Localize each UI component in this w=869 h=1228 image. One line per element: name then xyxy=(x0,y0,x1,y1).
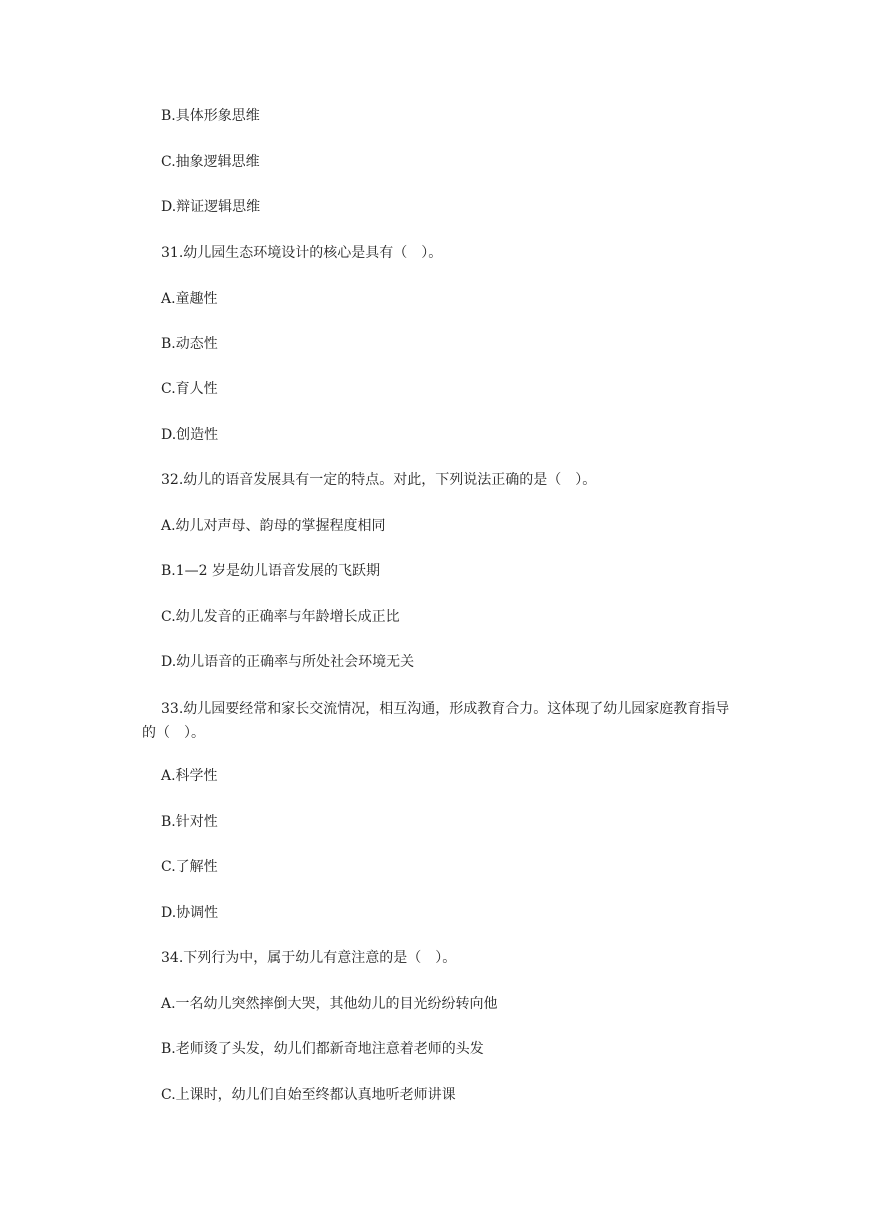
option-d-q31: D.创造性 xyxy=(161,427,219,443)
option-d-q30: D.辩证逻辑思维 xyxy=(161,199,261,215)
option-d-q33: D.协调性 xyxy=(161,905,219,921)
question-31: 31.幼儿园生态环境设计的核心是具有（ ）。 xyxy=(161,245,443,261)
option-b-q32: B.1—2 岁是幼儿语音发展的飞跃期 xyxy=(161,563,381,579)
option-a-q31: A.童趣性 xyxy=(161,291,218,307)
option-b-q31: B.动态性 xyxy=(161,336,218,352)
question-32: 32.幼儿的语音发展具有一定的特点。对此，下列说法正确的是（ ）。 xyxy=(161,472,597,488)
option-a-q33: A.科学性 xyxy=(161,768,218,784)
option-c-q34: C.上课时，幼儿们自始至终都认真地听老师讲课 xyxy=(161,1087,456,1103)
option-b-q30: B.具体形象思维 xyxy=(161,108,260,124)
option-c-q30: C.抽象逻辑思维 xyxy=(161,154,260,170)
option-c-q33: C.了解性 xyxy=(161,859,218,875)
option-c-q32: C.幼儿发音的正确率与年龄增长成正比 xyxy=(161,609,400,625)
question-33: 33.幼儿园要经常和家长交流情况，相互沟通，形成教育合力。这体现了幼儿园家庭教育指导的（ ）。 xyxy=(142,701,730,741)
option-d-q32: D.幼儿语音的正确率与所处社会环境无关 xyxy=(161,654,415,670)
option-a-q32: A.幼儿对声母、韵母的掌握程度相同 xyxy=(161,518,386,534)
option-c-q31: C.育人性 xyxy=(161,381,218,397)
question-34: 34.下列行为中，属于幼儿有意注意的是（ ）。 xyxy=(161,950,457,966)
option-a-q34: A.一名幼儿突然摔倒大哭，其他幼儿的目光纷纷转向他 xyxy=(161,996,498,1012)
option-b-q34: B.老师烫了头发，幼儿们都新奇地注意着老师的头发 xyxy=(161,1041,484,1057)
option-b-q33: B.针对性 xyxy=(161,814,218,830)
